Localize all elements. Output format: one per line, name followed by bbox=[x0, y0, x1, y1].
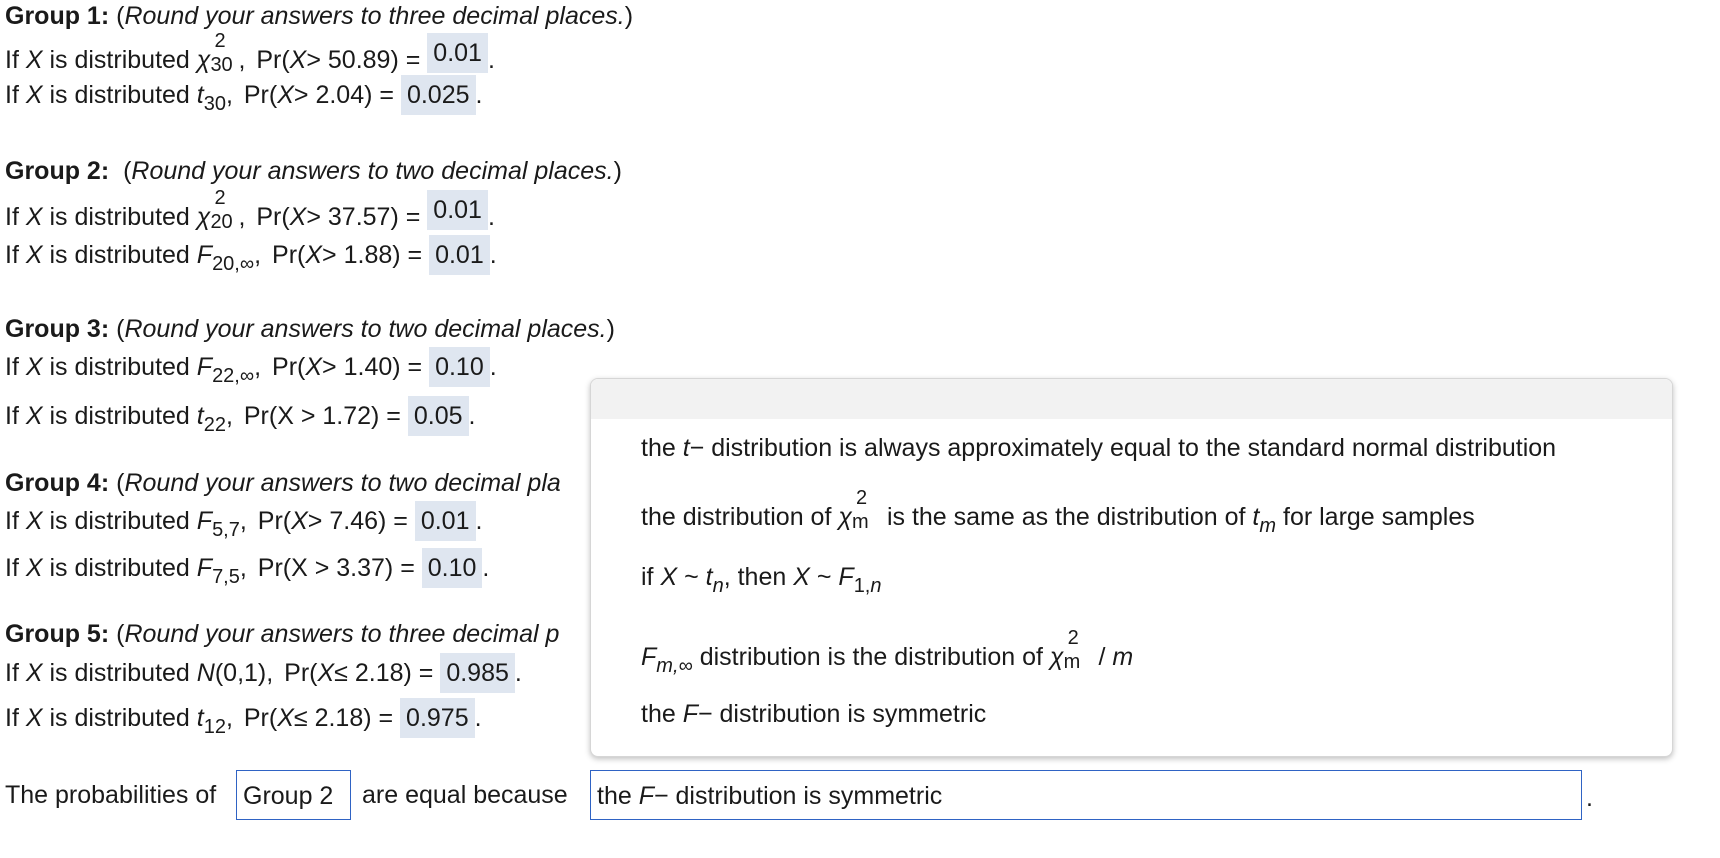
group-select[interactable]: Group 2 bbox=[236, 770, 351, 820]
group-3-row-1: If X is distributed $F_{22,\infty}$, Pr(X> 1.40) = 0.10 . bbox=[5, 352, 497, 391]
dropdown-option-1[interactable]: the t− distribution is always approximately equal to the standard normal distribution bbox=[641, 434, 1557, 462]
answer-field[interactable]: 0.01 bbox=[427, 190, 488, 230]
answer-field[interactable]: 0.05 bbox=[408, 396, 469, 436]
group-1-row-1: If X is distributed χ 2 30 , Pr(X> 50.89) = 0.01 . bbox=[5, 30, 495, 76]
group-4-row-2: If X is distributed $F_{7,5}$, Pr(X > 3.37) = 0.10 . bbox=[5, 553, 489, 592]
answer-field[interactable]: 0.10 bbox=[429, 347, 490, 387]
answer-field[interactable]: 0.01 bbox=[429, 235, 490, 275]
group-2-row-1: If X is distributed χ 2 20 , Pr(X> 37.57) = 0.01 . bbox=[5, 187, 495, 233]
group-2-header: Group 2: (Round your answers to two decimal places.) bbox=[5, 157, 622, 185]
period: . bbox=[1586, 784, 1593, 812]
answer-field[interactable]: 0.10 bbox=[422, 548, 483, 588]
group-1-header: Group 1: (Round your answers to three decimal places.) bbox=[5, 2, 634, 30]
group-5-row-1: If X is distributed N(0,1), Pr(X≤ 2.18) = 0.985 . bbox=[5, 658, 522, 693]
reason-dropdown-menu bbox=[590, 378, 1673, 757]
answer-field[interactable]: 0.01 bbox=[427, 33, 488, 73]
conclusion-lead: The probabilities of bbox=[5, 781, 217, 809]
group-3-row-2: If X is distributed $t_{22}$, Pr(X > 1.72) = 0.05 . bbox=[5, 401, 475, 440]
conclusion-middle: are equal because bbox=[362, 781, 568, 809]
dropdown-option-4[interactable]: $F_{m,\infty}$ distribution is the distribution of χ 2 m / m bbox=[641, 627, 1134, 677]
answer-field[interactable]: 0.01 bbox=[415, 501, 476, 541]
group-4-row-1: If X is distributed $F_{5,7}$, Pr(X> 7.46) = 0.01 . bbox=[5, 506, 482, 545]
dropdown-header bbox=[591, 379, 1672, 419]
group-5-row-2: If X is distributed $t_{12}$, Pr(X≤ 2.18) = 0.975 . bbox=[5, 703, 482, 742]
dropdown-option-2[interactable]: the distribution of χ 2 m is the same as the distribution of $t_m$ for large samples bbox=[641, 487, 1475, 537]
group-1-row-2: If X is distributed $t_{30}$, Pr(X> 2.04) = 0.025 . bbox=[5, 80, 482, 119]
group-5-header: Group 5: (Round your answers to three decimal p bbox=[5, 620, 560, 648]
dropdown-option-5[interactable]: the F− distribution is symmetric bbox=[641, 700, 987, 728]
group-2-row-2: If X is distributed $F_{20,\infty}$, Pr(X> 1.88) = 0.01 . bbox=[5, 240, 497, 279]
answer-field[interactable]: 0.025 bbox=[401, 75, 476, 115]
group-3-header: Group 3: (Round your answers to two decimal places.) bbox=[5, 315, 615, 343]
group-4-header: Group 4: (Round your answers to two decimal pla bbox=[5, 469, 561, 497]
answer-field[interactable]: 0.975 bbox=[400, 698, 475, 738]
answer-field[interactable]: 0.985 bbox=[440, 653, 515, 693]
reason-select[interactable]: the F− distribution is symmetric bbox=[590, 770, 1582, 820]
dropdown-option-3[interactable]: if X ~ $t_n$, then X ~ $F_{1,n}$ bbox=[641, 563, 882, 597]
